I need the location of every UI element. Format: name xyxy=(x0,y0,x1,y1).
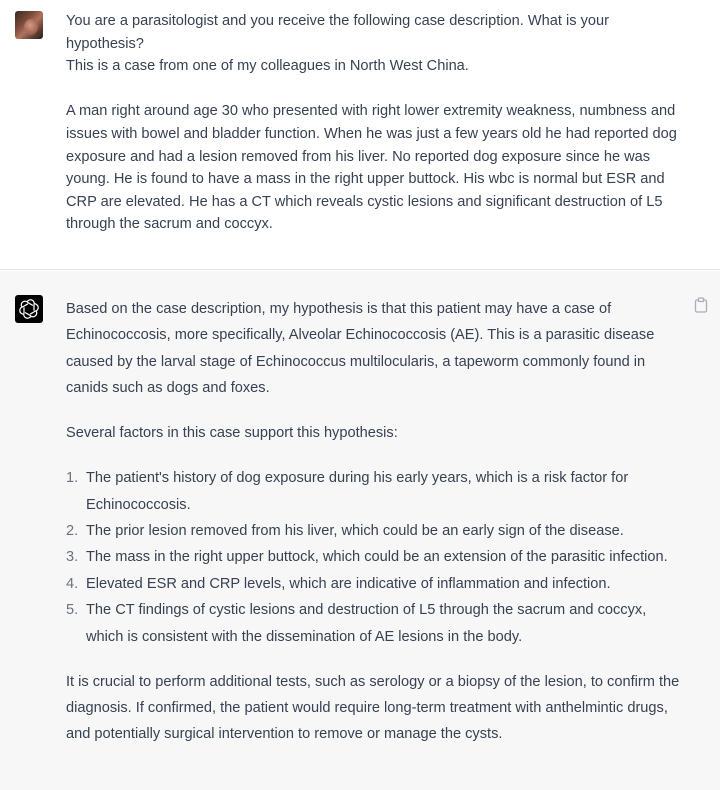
list-number: 1. xyxy=(66,470,79,487)
assistant-message xyxy=(0,271,720,790)
list-item xyxy=(66,544,686,570)
assistant-message-text xyxy=(66,296,686,748)
list-item-text: The prior lesion removed from his liver, which could be an early sign of the disease. xyxy=(86,523,624,540)
factors-list xyxy=(66,465,686,650)
assistant-conclusion: It is crucial to perform additional tests, such as serology or a biopsy of the lesion, to confirm the diagnosis. If confirmed, the patient would require long-term treatment with anthelmintic drugs, and potentially surgical intervention to remove or manage the cysts. xyxy=(66,673,680,743)
list-item xyxy=(66,518,686,544)
list-number: 4. xyxy=(66,575,79,592)
user-avatar xyxy=(15,11,43,39)
list-number: 3. xyxy=(66,549,79,566)
user-message xyxy=(0,0,720,270)
list-item-text: Elevated ESR and CRP levels, which are indicative of inflammation and infection. xyxy=(86,575,611,592)
assistant-intro: Based on the case description, my hypothesis is that this patient may have a case of Echinococcosis, more specifically, Alveolar Echinococcosis (AE). This is a parasitic disease caused by the larval stage of Echinococcus multilocularis, a tapeworm commonly found in canids such as dogs and foxes. xyxy=(66,301,655,397)
list-number: 2. xyxy=(66,523,79,540)
list-item-text: The patient's history of dog exposure during his early years, which is a risk factor for Echinococcosis. xyxy=(86,470,629,513)
clipboard-icon[interactable] xyxy=(694,297,708,313)
factors-heading: Several factors in this case support this hypothesis: xyxy=(66,425,398,442)
list-number: 5. xyxy=(66,602,79,619)
list-item-text: The mass in the right upper buttock, which could be an extension of the parasitic infection. xyxy=(86,549,668,566)
user-message-line: This is a case from one of my colleagues in North West China. xyxy=(66,58,469,75)
openai-logo-icon xyxy=(15,295,43,323)
list-item xyxy=(66,465,686,518)
list-item-text: The CT findings of cystic lesions and destruction of L5 through the sacrum and coccyx, which is consistent with the dissemination of AE lesions in the body. xyxy=(86,602,647,645)
user-case-description: A man right around age 30 who presented with right lower extremity weakness, numbness and issues with bowel and bladder function. When he was just a few years old he had reported dog exposure and had a lesion removed from his liver. No reported dog exposure since he was young. He is found to have a mass in the right upper buttock. His wbc is normal but ESR and CRP are elevated. He has a CT which reveals cystic lesions and significant destruction of L5 through the sacrum and coccyx. xyxy=(66,103,677,233)
list-item xyxy=(66,597,686,650)
list-item xyxy=(66,571,686,597)
user-message-text xyxy=(66,10,690,236)
user-message-line: You are a parasitologist and you receive the following case description. What is your hypothesis? xyxy=(66,13,609,52)
